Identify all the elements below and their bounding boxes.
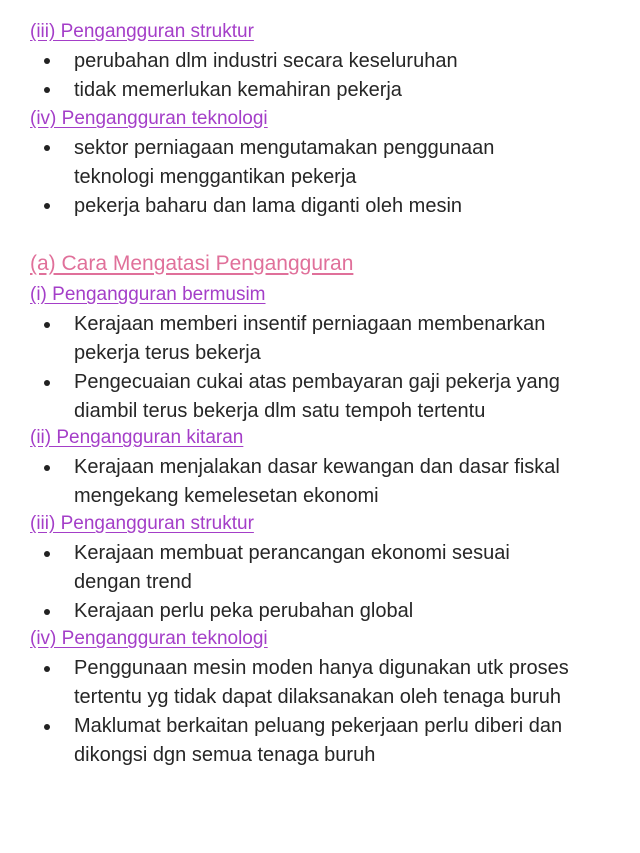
bullet-icon (44, 322, 50, 328)
list-item-continuation: diambil terus bekerja dlm satu tempoh tertentu (74, 400, 486, 422)
bullet-icon (44, 609, 50, 615)
list-item-continuation: teknologi menggantikan pekerja (74, 166, 357, 188)
list-item: Kerajaan menjalakan dasar kewangan dan dasar fiskal (74, 456, 560, 478)
bullet-icon (44, 551, 50, 557)
heading-bermusim: (i) Pengangguran bermusim (30, 284, 266, 305)
heading-struktur-causes: (iii) Pengangguran struktur (30, 21, 254, 42)
list-item: Pengecuaian cukai atas pembayaran gaji pekerja yang (74, 371, 560, 393)
bullet-icon (44, 145, 50, 151)
list-item-continuation: mengekang kemelesetan ekonomi (74, 485, 379, 507)
bullet-icon (44, 724, 50, 730)
list-item-continuation: dengan trend (74, 571, 192, 593)
heading-kitaran: (ii) Pengangguran kitaran (30, 427, 244, 448)
heading-teknologi-causes: (iv) Pengangguran teknologi (30, 108, 268, 129)
list-item: Maklumat berkaitan peluang pekerjaan perlu diberi dan (74, 715, 563, 737)
bullet-icon (44, 465, 50, 471)
list-item-continuation: tertentu yg tidak dapat dilaksanakan oleh tenaga buruh (74, 686, 562, 708)
list-item: tidak memerlukan kemahiran pekerja (74, 79, 402, 101)
bullet-icon (44, 87, 50, 93)
list-item: Kerajaan memberi insentif perniagaan membenarkan (74, 313, 546, 335)
bullet-icon (44, 666, 50, 672)
list-item-continuation: dikongsi dgn semua tenaga buruh (74, 744, 376, 766)
list-item: pekerja baharu dan lama diganti oleh mesin (74, 195, 463, 217)
bullet-icon (44, 380, 50, 386)
bullet-icon (44, 203, 50, 209)
list-item: Penggunaan mesin moden hanya digunakan utk proses (74, 657, 569, 679)
section-title: (a) Cara Mengatasi Pengangguran (30, 252, 354, 275)
list-item: Kerajaan perlu peka perubahan global (74, 600, 414, 622)
heading-teknologi-solutions: (iv) Pengangguran teknologi (30, 628, 268, 649)
list-item: perubahan dlm industri secara keseluruhan (74, 50, 458, 72)
bullet-icon (44, 58, 50, 64)
list-item-continuation: pekerja terus bekerja (74, 342, 261, 364)
list-item: sektor perniagaan mengutamakan penggunaan (74, 137, 495, 159)
list-item: Kerajaan membuat perancangan ekonomi sesuai (74, 542, 510, 564)
heading-struktur-solutions: (iii) Pengangguran struktur (30, 513, 254, 534)
